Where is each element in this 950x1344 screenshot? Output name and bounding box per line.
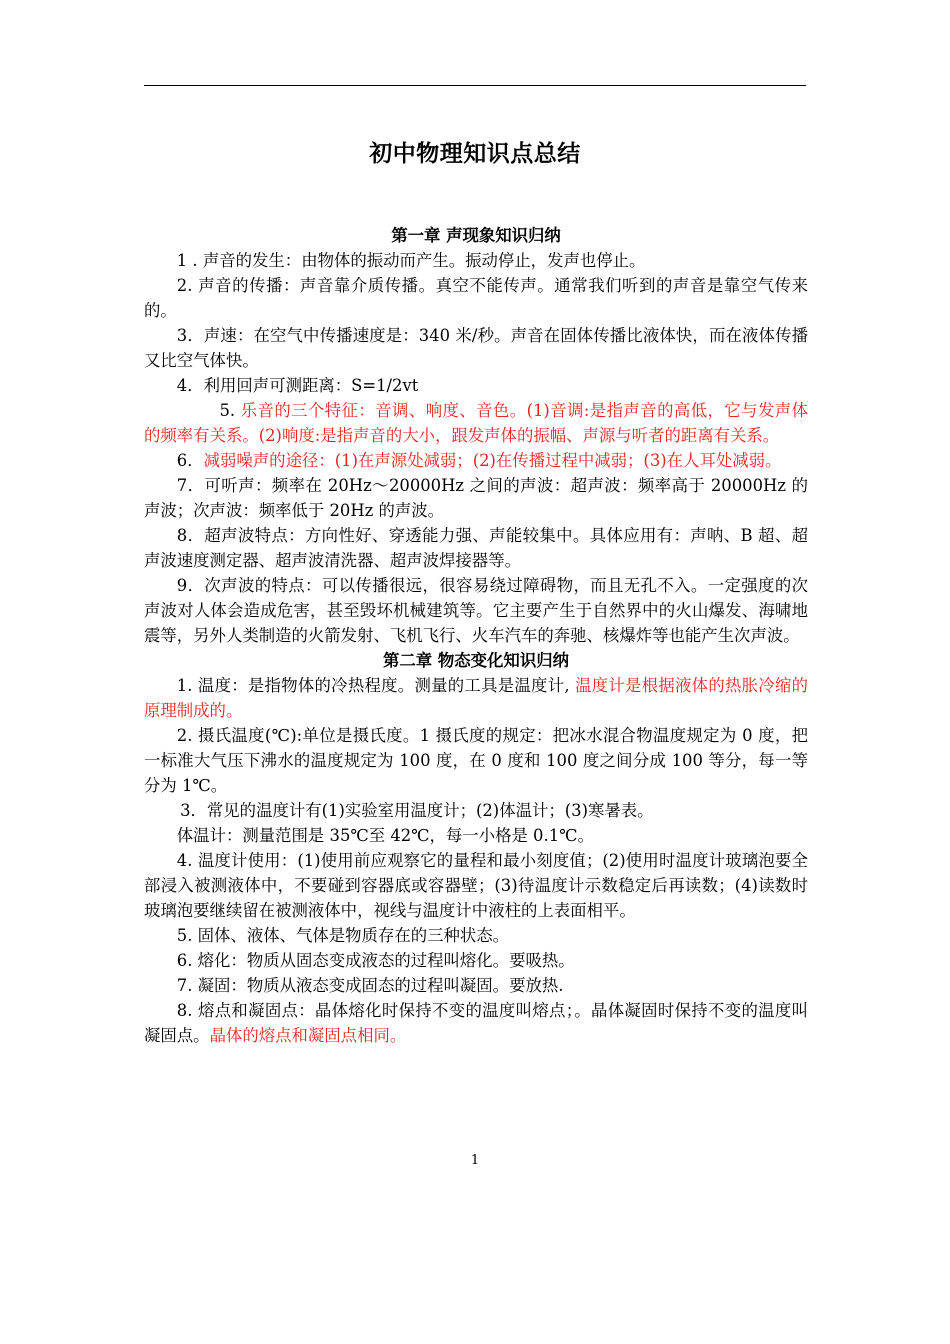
chapter-2-item-8: 8. 熔点和凝固点：晶体熔化时保持不变的温度叫熔点；。晶体凝固时保持不变的温度叫凝固点。晶体的熔点和凝固点相同。	[144, 1001, 808, 1045]
chapter-2-item-7: 7. 凝固：物质从液态变成固态的过程叫凝固。要放热.	[176, 976, 564, 995]
chapter-1-item-8: 8．超声波特点：方向性好、穿透能力强、声能较集中。具体应用有：声呐、B 超、超声波速度测定器、超声波清洗器、超声波焊接器等。	[144, 526, 808, 570]
highlight-text: 减弱噪声的途径：(1)在声源处减弱；(2)在传播过程中减弱；(3)在人耳处减弱。	[203, 451, 782, 470]
chapter-1-item-5: 5. 乐音的三个特征：音调、响度、音色。(1)音调:是指声音的高低，它与发声体的频率有关系。(2)响度:是指声音的大小，跟发声体的振幅、声源与听者的距离有关系。	[144, 401, 808, 445]
header-rule	[144, 85, 806, 86]
chapter-1-item-1: 1 . 声音的发生：由物体的振动而产生。振动停止，发声也停止。	[176, 251, 646, 270]
document-title: 初中物理知识点总结	[369, 140, 581, 167]
chapter-1-heading: 第一章 声现象知识归纳	[391, 226, 561, 245]
chapter-2-item-6: 6. 熔化：物质从固态变成液态的过程叫熔化。要吸热。	[176, 951, 575, 970]
chapter-1-item-6: 6．减弱噪声的途径：(1)在声源处减弱；(2)在传播过程中减弱；(3)在人耳处减弱。	[176, 451, 782, 470]
chapter-2-heading: 第二章 物态变化知识归纳	[382, 651, 569, 670]
chapter-1-item-4: 4．利用回声可测距离：S=1/2vt	[176, 376, 419, 395]
highlight-text: 晶体的熔点和凝固点相同。	[209, 1026, 407, 1045]
chapter-2-item-5: 5. 固体、液体、气体是物质存在的三种状态。	[176, 926, 510, 945]
chapter-2-item-3-note: 体温计：测量范围是 35℃至 42℃，每一小格是 0.1℃。	[176, 826, 594, 845]
chapter-1-item-2: 2. 声音的传播：声音靠介质传播。真空不能传声。通常我们听到的声音是靠空气传来的。	[144, 276, 808, 320]
chapter-2-item-2: 2. 摄氏温度(℃):单位是摄氏度。1 摄氏度的规定：把冰水混合物温度规定为 0 度，把一标准大气压下沸水的温度规定为 100 度，在 0 度和 100 度之间分成 100 等分，每一等分为 1℃。	[144, 726, 808, 795]
chapter-2-item-1: 1. 温度：是指物体的冷热程度。测量的工具是温度计, 温度计是根据液体的热胀冷缩的原理制成的。	[144, 676, 808, 720]
chapter-1-item-9: 9．次声波的特点：可以传播很远，很容易绕过障碍物，而且无孔不入。一定强度的次声波对人体会造成危害，甚至毁坏机械建筑等。它主要产生于自然界中的火山爆发、海啸地震等，另外人类制造的火箭发射、飞机飞行、火车汽车的奔驰、核爆炸等也能产生次声波。	[144, 576, 808, 645]
highlight-text: 温度计是根据液体的热胀冷缩的原理制成的。	[144, 676, 808, 720]
document-body	[144, 223, 808, 1048]
chapter-2-item-3: 3．常见的温度计有(1)实验室用温度计；(2)体温计；(3)寒暑表。	[180, 801, 654, 820]
highlight-text: 乐音的三个特征：音调、响度、音色。(1)音调:是指声音的高低，它与发声体的频率有关系。(2)响度:是指声音的大小，跟发声体的振幅、声源与听者的距离有关系。	[144, 401, 808, 445]
chapter-2-item-4: 4. 温度计使用：(1)使用前应观察它的量程和最小刻度值；(2)使用时温度计玻璃泡要全部浸入被测液体中，不要碰到容器底或容器壁；(3)待温度计示数稳定后再读数；(4)读数时玻璃泡要继续留在被测液体中，视线与温度计中液柱的上表面相平。	[144, 851, 808, 920]
chapter-1-item-3: 3．声速：在空气中传播速度是：340 米/秒。声音在固体传播比液体快，而在液体传播又比空气体快。	[144, 326, 808, 370]
page-number: 1	[470, 1153, 480, 1168]
chapter-1-item-7: 7．可听声：频率在 20Hz～20000Hz 之间的声波：超声波：频率高于 20000Hz 的声波；次声波：频率低于 20Hz 的声波。	[144, 476, 808, 520]
